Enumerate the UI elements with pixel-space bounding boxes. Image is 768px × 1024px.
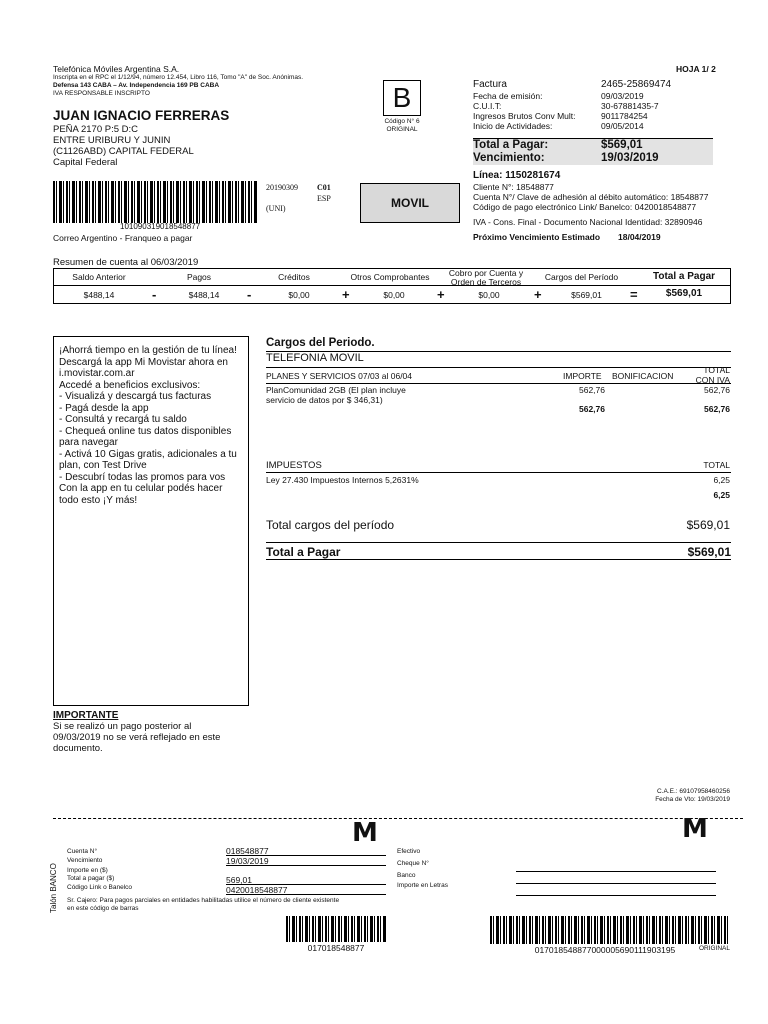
proximo-label: Próximo Vencimiento Estimado (473, 232, 601, 242)
promo-line: - Activá 10 Gigas gratis, adicionales a tu (59, 448, 237, 460)
resumen-v3: $0,00 (383, 290, 405, 300)
movistar-logo-left: M (352, 818, 378, 848)
item-desc2: servicio de datos por $ 346,31) (266, 395, 383, 405)
resumen-v2: $0,00 (288, 290, 310, 300)
promo-line: - Consultá y recargá tu saldo (59, 414, 187, 425)
item-total: 562,76 (704, 385, 730, 395)
talon-right-labels (397, 848, 448, 892)
talon-value-importe (226, 866, 386, 875)
promo-line: plan, con Test Drive (59, 460, 147, 471)
resumen-v4: $0,00 (478, 290, 500, 300)
customer-block (53, 108, 229, 168)
promo-line: - Descubrí todas las promos para vos (59, 471, 226, 483)
talon-label-importe: Importe en ($) (67, 867, 108, 874)
resumen-title: Resumen de cuenta al 06/03/2019 (53, 257, 199, 268)
talon-letras: Importe en Letras (397, 882, 448, 889)
linea-link: Código de pago electrónico Link/ Banelco: 0420018548877 (473, 202, 697, 212)
resumen-v1: $488,14 (188, 290, 220, 300)
cajero-l2: en este código de barras (67, 905, 139, 912)
total-label: Total a Pagar: (473, 139, 549, 151)
sub-total: 562,76 (704, 404, 730, 414)
customer-addr4: Capital Federal (53, 157, 118, 168)
factura-value: 2465-25869474 (601, 79, 672, 90)
impuestos-total-label: TOTAL (703, 460, 730, 470)
importante-l3: documento. (53, 743, 103, 754)
cuit-label: C.U.I.T: (473, 101, 502, 111)
impuestos-divider (266, 472, 731, 473)
correo-text: Correo Argentino - Franqueo a pagar (53, 233, 193, 243)
col-importe: IMPORTE (563, 371, 602, 381)
planes-label: PLANES Y SERVICIOS 07/03 al 06/04 (266, 371, 413, 381)
cae-l1: C.A.E.: 69107958460256 (656, 788, 730, 795)
venc-value: 19/03/2019 (601, 152, 659, 164)
talon-line2 (516, 883, 716, 884)
talon-line3 (516, 895, 716, 896)
promo-line: - Visualizá y descargá tus facturas (59, 391, 212, 402)
resumen-h2: Créditos (278, 272, 310, 282)
linea-cliente: Cliente N°: 18548877 (473, 182, 554, 192)
cargos-title: Cargos del Periodo. (266, 337, 375, 349)
customer-addr2: ENTRE URIBURU Y JUNIN (53, 135, 171, 146)
resumen-v0: $488,14 (83, 290, 115, 300)
promo-line: ¡Ahorrá tiempo en la gestión de tu línea! (59, 345, 237, 356)
proximo-value: 18/04/2019 (618, 232, 661, 242)
talon-side-label: Talón BANCO (49, 863, 58, 913)
imp-value: 6,25 (713, 475, 730, 485)
customer-name: JUAN IGNACIO FERRERAS (53, 108, 230, 123)
postal-esp: ESP (317, 194, 331, 203)
doc-original-text: ORIGINAL (386, 126, 418, 133)
bank-barcode-small (286, 916, 386, 942)
postal-barcode (53, 181, 258, 223)
talon-values (226, 846, 386, 895)
bank-barcode-small-number: 017018548877 (307, 943, 365, 953)
promo-box (53, 336, 249, 706)
cut-line (53, 818, 743, 819)
emision-value: 09/03/2019 (601, 91, 644, 101)
item-importe: 562,76 (579, 385, 605, 395)
promo-line: Accedé a beneficios exclusivos: (59, 379, 201, 391)
col-total: TOTAL CON IVA (695, 365, 730, 385)
total-value: $569,01 (601, 139, 643, 151)
cargos-section (266, 336, 731, 368)
linea-cuenta: Cuenta N°/ Clave de adhesión al débito automático: 18548877 (473, 192, 709, 202)
postal-barcode-number: 101090319018548877 (120, 222, 201, 231)
total-cargos-value: $569,01 (686, 518, 730, 532)
talon-label-venc: Vencimiento (67, 857, 103, 864)
talon-line1 (516, 871, 716, 872)
imp-desc: Ley 27.430 Impuestos Internos 5,2631% (266, 475, 419, 485)
sub-importe: 562,76 (579, 404, 605, 414)
doc-code (380, 118, 424, 134)
resumen-op1: - (247, 287, 252, 302)
impuestos-label: IMPUESTOS (266, 460, 322, 471)
customer-addr3: (C1126ABD) CAPITAL FEDERAL (53, 146, 194, 157)
talon-efectivo: Efectivo (397, 848, 421, 855)
inicio-value: 09/05/2014 (601, 121, 644, 131)
doc-type-box (383, 80, 421, 116)
total-box (473, 138, 713, 165)
talon-banco: Banco (397, 872, 416, 879)
promo-line: - Chequeá online tus datos disponibles (59, 425, 232, 437)
talon-value-total: 569,01 (226, 875, 386, 885)
company-name: Telefónica Móviles Argentina S.A. (53, 64, 180, 74)
resumen-op0: - (152, 287, 157, 302)
inicio-label: Inicio de Actividades: (473, 121, 553, 131)
movil-box (360, 183, 460, 223)
cae-block (600, 788, 730, 804)
total-pagar-row (266, 542, 731, 560)
talon-value-cuenta: 018548877 (226, 846, 386, 856)
promo-lines (59, 345, 243, 506)
importante-l1: Si se realizó un pago posterior al (53, 721, 192, 732)
resumen-h5: Cargos del Período (544, 272, 619, 282)
ib-value: 9011784254 (601, 111, 648, 121)
ib-label: Ingresos Brutos Conv Mult: (473, 111, 576, 121)
promo-line: - Pagá desde la app (59, 402, 149, 414)
talon-value-venc: 19/03/2019 (226, 856, 386, 866)
talon-value-link: 0420018548877 (226, 885, 386, 895)
talon-label-link: Código Link o Banelco (67, 884, 133, 891)
resumen-op2: + (342, 287, 350, 302)
bank-original: ORIGINAL (698, 945, 730, 952)
importante-l2: 09/03/2019 no se verá reflejado en este (53, 732, 221, 743)
total-pagar-value: $569,01 (687, 545, 731, 559)
linea-title: Línea: 1150281674 (473, 170, 561, 181)
imp-sub: 6,25 (713, 490, 730, 500)
total-pagar-label: Total a Pagar (266, 545, 341, 559)
resumen-v5: $569,01 (571, 290, 602, 300)
cuit-value: 30-67881435-7 (601, 101, 659, 111)
item-desc1: PlanComunidad 2GB (El plan incluye (266, 385, 406, 395)
resumen-h1: Pagos (186, 272, 212, 282)
resumen-divider (54, 285, 730, 286)
customer-addr1: PEÑA 2170 P:5 D:C (53, 124, 139, 135)
postal-uni: (UNI) (266, 204, 286, 213)
factura-label: Factura (473, 79, 507, 90)
talon-label-cuenta: Cuenta N° (67, 848, 98, 855)
resumen-op4: + (534, 287, 542, 302)
resumen-v6: $569,01 (665, 288, 703, 299)
doc-code-text: Código N° 6 (384, 118, 420, 125)
postal-date: 20190309 (266, 183, 298, 192)
promo-line: Con la app en tu celular podés hacer (59, 483, 223, 494)
company-block (53, 64, 303, 98)
postal-c1: C01 (317, 183, 331, 192)
resumen-table (53, 268, 731, 304)
emision-label: Fecha de emisión: (473, 91, 543, 101)
talon-label-total: Total a pagar ($) (67, 875, 115, 882)
linea-iva: IVA - Cons. Final - Documento Nacional Identidad: 32890946 (473, 217, 703, 227)
planes-divider (266, 383, 731, 384)
company-line3: IVA RESPONSABLE INSCRIPTO (53, 90, 150, 97)
talon-labels (67, 848, 132, 893)
invoice-info (473, 79, 733, 131)
page-number: HOJA 1/ 2 (676, 64, 716, 74)
promo-line: todo esto ¡Y más! (59, 494, 138, 506)
venc-label: Vencimiento: (473, 152, 545, 164)
total-cargos-label: Total cargos del período (266, 518, 395, 532)
col-bonif: BONIFICACION (612, 371, 674, 381)
promo-line: i.movistar.com.ar (59, 368, 135, 379)
bank-barcode-large (490, 916, 730, 944)
resumen-h3: Otros Comprobantes (350, 272, 430, 282)
promo-line: para navegar (59, 437, 118, 448)
movistar-logo-right: M (682, 814, 708, 844)
resumen-h6: Total a Pagar (652, 271, 716, 282)
promo-line: Descargá la app Mi Movistar ahora en (59, 356, 228, 368)
resumen-op3: + (437, 287, 445, 302)
resumen-h4: Cobro por Cuenta y Orden de Terceros (448, 268, 524, 287)
cae-l2: Fecha de Vto: 19/03/2019 (655, 796, 730, 803)
cajero-l1: Sr. Cajero: Para pagos parciales en entidades habilitadas utilice el número de cliente existente (67, 897, 340, 904)
linea-block (473, 170, 733, 242)
company-line2: Defensa 143 CABA – Av. Independencia 169 PB CABA (53, 82, 220, 89)
bank-barcode-large-number: 0170185488770000056901119031​95 (534, 945, 676, 955)
movil-label: MOVIL (391, 196, 429, 210)
company-line1: Inscripta en el RPC el 1/12/94, número 12.454, Libro 116, Tomo "A" de Soc. Anónimas. (53, 74, 304, 81)
resumen-h0: Saldo Anterior (72, 272, 126, 282)
doc-letter: B (392, 82, 412, 113)
cajero-text (67, 897, 339, 913)
resumen-op5: = (630, 287, 638, 302)
importante-title: IMPORTANTE (53, 710, 119, 721)
importante-block (53, 710, 220, 754)
talon-cheque: Cheque N° (397, 860, 429, 867)
cargos-section-title: TELEFONIA MOVIL (266, 352, 364, 364)
